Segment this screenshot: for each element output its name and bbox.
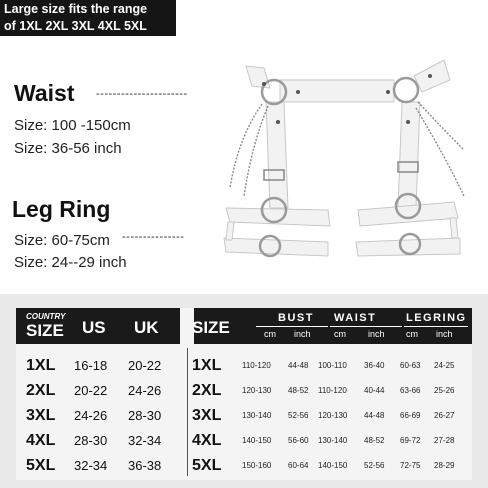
- uk-header: UK: [134, 318, 159, 337]
- size-range-banner: [0, 0, 176, 36]
- uk-cell: 24-26: [128, 383, 162, 398]
- waist-size-inch: Size: 36-56 inch: [14, 140, 122, 157]
- us-cell: 32-34: [74, 458, 108, 473]
- waist-inch-cell: 48-52: [364, 436, 385, 445]
- legring-inch-cell: 28-29: [434, 461, 455, 470]
- uk-cell: 20-22: [128, 358, 162, 373]
- bust-inch-cell: 60-64: [288, 461, 309, 470]
- bust-header: BUST: [278, 312, 314, 324]
- legring-cm-cell: 72-75: [400, 461, 421, 470]
- us-cell: 16-18: [74, 358, 108, 373]
- size-chart-header: [16, 308, 472, 344]
- legring-header: LEGRING: [406, 312, 467, 324]
- waist-inch-header: inch: [368, 329, 385, 339]
- country-header: COUNTRY: [26, 312, 66, 321]
- size-cell-right: 4XL: [192, 432, 222, 449]
- bust-cm-cell: 120-130: [242, 386, 272, 395]
- legring-inch-header: inch: [436, 329, 453, 339]
- us-cell: 24-26: [74, 408, 108, 423]
- legring-inch-cell: 25-26: [434, 386, 455, 395]
- waist-size-cm: Size: 100 -150cm: [14, 117, 131, 134]
- legring-cm-cell: 60-63: [400, 361, 421, 370]
- leg-ring-dashes: ---------------: [122, 231, 185, 243]
- legring-cm-cell: 69-72: [400, 436, 421, 445]
- size-cell: 5XL: [26, 457, 56, 474]
- waist-cm-cell: 130-140: [318, 436, 348, 445]
- waist-heading: Waist: [14, 80, 75, 106]
- bust-inch-header: inch: [294, 329, 311, 339]
- bust-cm-cell: 140-150: [242, 436, 272, 445]
- size-cell-right: 5XL: [192, 457, 222, 474]
- us-cell: 28-30: [74, 433, 108, 448]
- bust-inch-cell: 52-56: [288, 411, 309, 420]
- table-row: [16, 353, 472, 378]
- waist-cm-cell: 110-120: [318, 386, 347, 395]
- waist-cm-cell: 100-110: [318, 361, 347, 370]
- us-header: US: [82, 318, 106, 337]
- uk-cell: 32-34: [128, 433, 162, 448]
- size-cell: 1XL: [26, 357, 56, 374]
- uk-cell: 28-30: [128, 408, 162, 423]
- size-cell: 4XL: [26, 432, 56, 449]
- table-row: [16, 403, 472, 428]
- size-cell: 2XL: [26, 382, 56, 399]
- legring-underline: [404, 326, 468, 327]
- size-cell-right: 3XL: [192, 407, 222, 424]
- banner-line-1: Large size fits the range: [4, 2, 148, 16]
- table-row: [16, 453, 472, 478]
- table-row: [16, 428, 472, 453]
- waist-cm-cell: 140-150: [318, 461, 348, 470]
- size-header-right: SIZE: [192, 318, 230, 337]
- waist-inch-cell: 40-44: [364, 386, 385, 395]
- waist-header: WAIST: [334, 312, 377, 324]
- legring-cm-header: cm: [406, 329, 418, 339]
- waist-underline: [330, 326, 402, 327]
- waist-cm-header: cm: [334, 329, 346, 339]
- legring-inch-cell: 27-28: [434, 436, 455, 445]
- leg-ring-heading: Leg Ring: [12, 196, 111, 222]
- uk-cell: 36-38: [128, 458, 162, 473]
- size-cell-right: 2XL: [192, 382, 222, 399]
- legring-inch-cell: 26-27: [434, 411, 455, 420]
- leg-ring-size-cm: Size: 60-75cm: [14, 232, 110, 249]
- leg-ring-size-inch: Size: 24--29 inch: [14, 254, 127, 271]
- legring-inch-cell: 24-25: [434, 361, 455, 370]
- waist-dashes: ----------------------: [96, 88, 188, 100]
- banner-line-2: of 1XL 2XL 3XL 4XL 5XL: [4, 19, 147, 33]
- bust-inch-cell: 44-48: [288, 361, 309, 370]
- bust-cm-cell: 150-160: [242, 461, 272, 470]
- bust-cm-header: cm: [264, 329, 276, 339]
- waist-inch-cell: 36-40: [364, 361, 385, 370]
- size-chart-table: [16, 308, 472, 480]
- legring-cm-cell: 63-66: [400, 386, 421, 395]
- bust-underline: [256, 326, 328, 327]
- us-cell: 20-22: [74, 383, 108, 398]
- bust-inch-cell: 48-52: [288, 386, 309, 395]
- waist-cm-cell: 120-130: [318, 411, 348, 420]
- size-cell-right: 1XL: [192, 357, 222, 374]
- bust-inch-cell: 56-60: [288, 436, 309, 445]
- waist-inch-cell: 52-56: [364, 461, 385, 470]
- waist-inch-cell: 44-48: [364, 411, 385, 420]
- size-header-left: SIZE: [26, 321, 64, 340]
- legring-cm-cell: 66-69: [400, 411, 421, 420]
- table-row: [16, 378, 472, 403]
- harness-product-image: [218, 58, 474, 272]
- size-cell: 3XL: [26, 407, 56, 424]
- bust-cm-cell: 130-140: [242, 411, 272, 420]
- bust-cm-cell: 110-120: [242, 361, 271, 370]
